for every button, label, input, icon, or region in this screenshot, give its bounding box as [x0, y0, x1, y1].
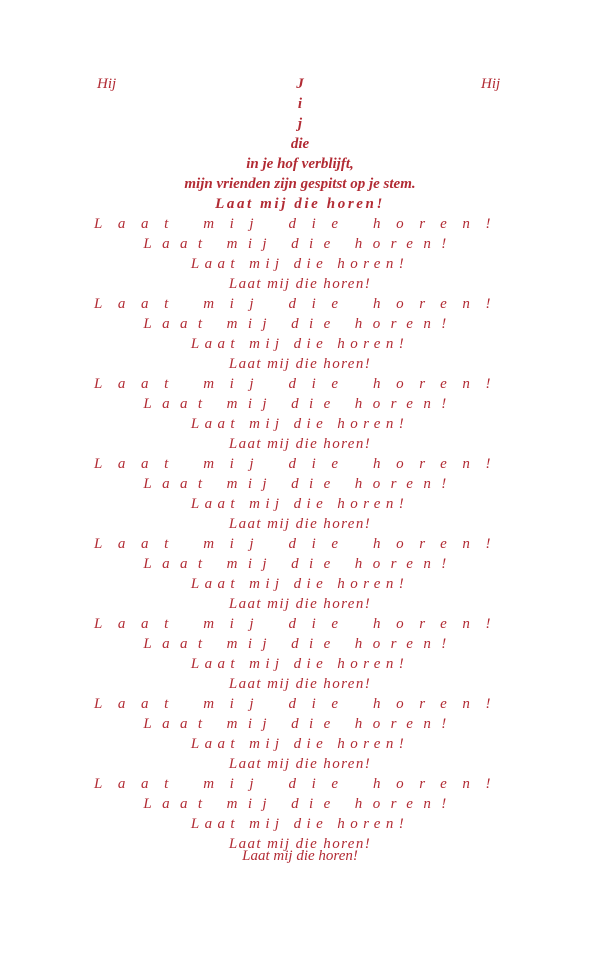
poem-line-repeat: Laat mij die horen! [143, 716, 457, 732]
poem-line-letter-j: J [296, 76, 304, 92]
poem-line-repeat: Laat mij die horen! [143, 636, 457, 652]
poem-line-repeat: Laat mij die horen! [228, 276, 372, 292]
speaker-label-left: Hij [97, 76, 117, 92]
poem-line-repeat: Laat mij die horen! [93, 376, 507, 392]
poem-line-repeat: Laat mij die horen! [190, 816, 410, 832]
poem-line-letter-i: i [297, 96, 303, 112]
poem-line-repeat: Laat mij die horen! [190, 496, 410, 512]
speaker-label-right: Hij [481, 76, 501, 92]
poem-line-repeat: Laat mij die horen! [190, 656, 410, 672]
poem-line-repeat: Laat mij die horen! [228, 356, 372, 372]
poem-line-repeat: Laat mij die horen! [143, 556, 457, 572]
poem-line-repeat: Laat mij die horen! [190, 416, 410, 432]
poem-line-laat-bold: Laat mij die horen! [215, 196, 385, 212]
poem-line-repeat: Laat mij die horen! [143, 476, 457, 492]
poem-line-repeat: Laat mij die horen! [190, 256, 410, 272]
poem-line-die: die [290, 136, 310, 152]
poem-line-final: Laat mij die horen! [242, 848, 358, 864]
poem-line-repeat: Laat mij die horen! [228, 436, 372, 452]
poem-line-repeat: Laat mij die horen! [190, 736, 410, 752]
poem-line-repeat: Laat mij die horen! [143, 396, 457, 412]
poem-line-vrienden: mijn vrienden zijn gespitst op je stem. [184, 176, 416, 192]
poem-line-repeat: Laat mij die horen! [190, 576, 410, 592]
poem-line-repeat: Laat mij die horen! [93, 776, 507, 792]
poem-line-repeat: Laat mij die horen! [143, 236, 457, 252]
poem-line-repeat: Laat mij die horen! [93, 296, 507, 312]
poem-line-repeat: Laat mij die horen! [143, 316, 457, 332]
poem-line-repeat: Laat mij die horen! [228, 596, 372, 612]
poem-line-hof: in je hof verblijft, [246, 156, 354, 172]
poem-line-repeat: Laat mij die horen! [93, 456, 507, 472]
poem-line-repeat: Laat mij die horen! [190, 336, 410, 352]
poem-line-repeat: Laat mij die horen! [93, 616, 507, 632]
poem-line-repeat: Laat mij die horen! [93, 696, 507, 712]
poem-line-repeat: Laat mij die horen! [143, 796, 457, 812]
poem-line-repeat: Laat mij die horen! [228, 756, 372, 772]
poem-line-letter-j2: j [297, 116, 303, 132]
poem-line-repeat: Laat mij die horen! [228, 676, 372, 692]
poem-line-repeat: Laat mij die horen! [93, 536, 507, 552]
poem-line-repeat: Laat mij die horen! [228, 836, 372, 852]
poem-line-repeat: Laat mij die horen! [228, 516, 372, 532]
poem-line-repeat: Laat mij die horen! [93, 216, 507, 232]
